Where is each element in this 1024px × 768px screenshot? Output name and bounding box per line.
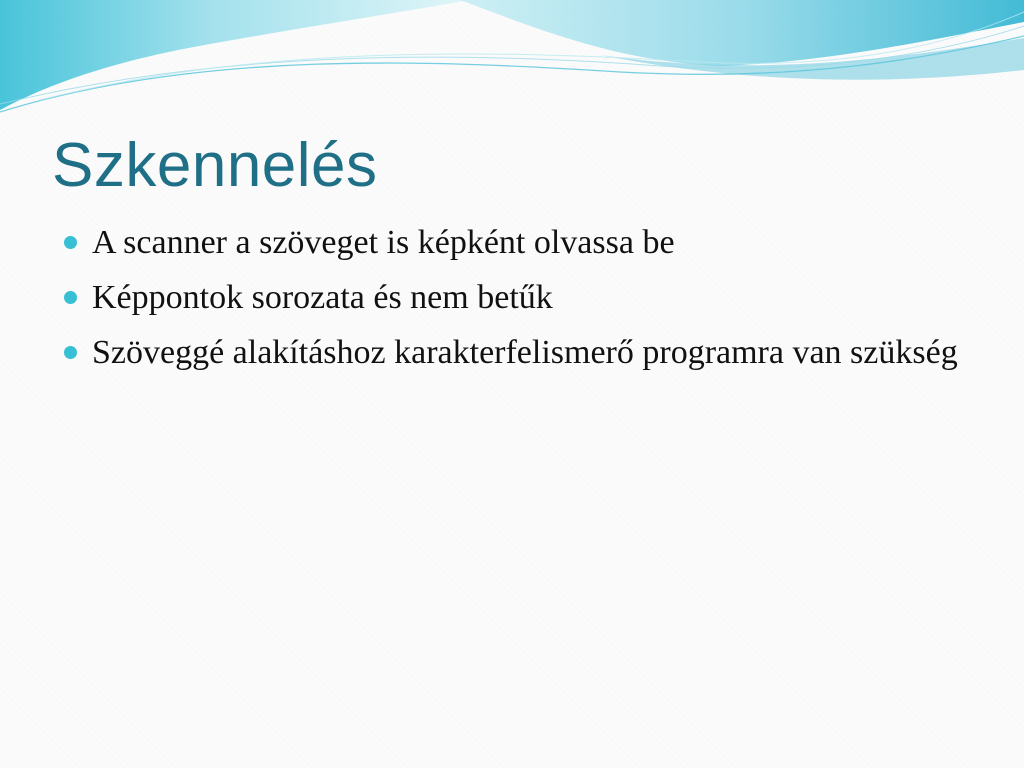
bullet-list [64, 222, 984, 387]
bullet-text: A scanner a szöveget is képként olvassa be [92, 224, 675, 261]
slide-title: Szkennelés [52, 131, 378, 200]
header-wave-decoration [0, 0, 1024, 130]
bullet-dot-icon [64, 346, 77, 359]
bullet-item [64, 277, 984, 319]
bullet-text: Képpontok sorozata és nem betűk [92, 279, 553, 316]
bullet-item [64, 332, 984, 374]
bullet-text: Szöveggé alakításhoz karakterfelismerő programra van szükség [92, 334, 958, 371]
bullet-dot-icon [64, 236, 77, 249]
bullet-dot-icon [64, 291, 77, 304]
bullet-item [64, 222, 984, 264]
